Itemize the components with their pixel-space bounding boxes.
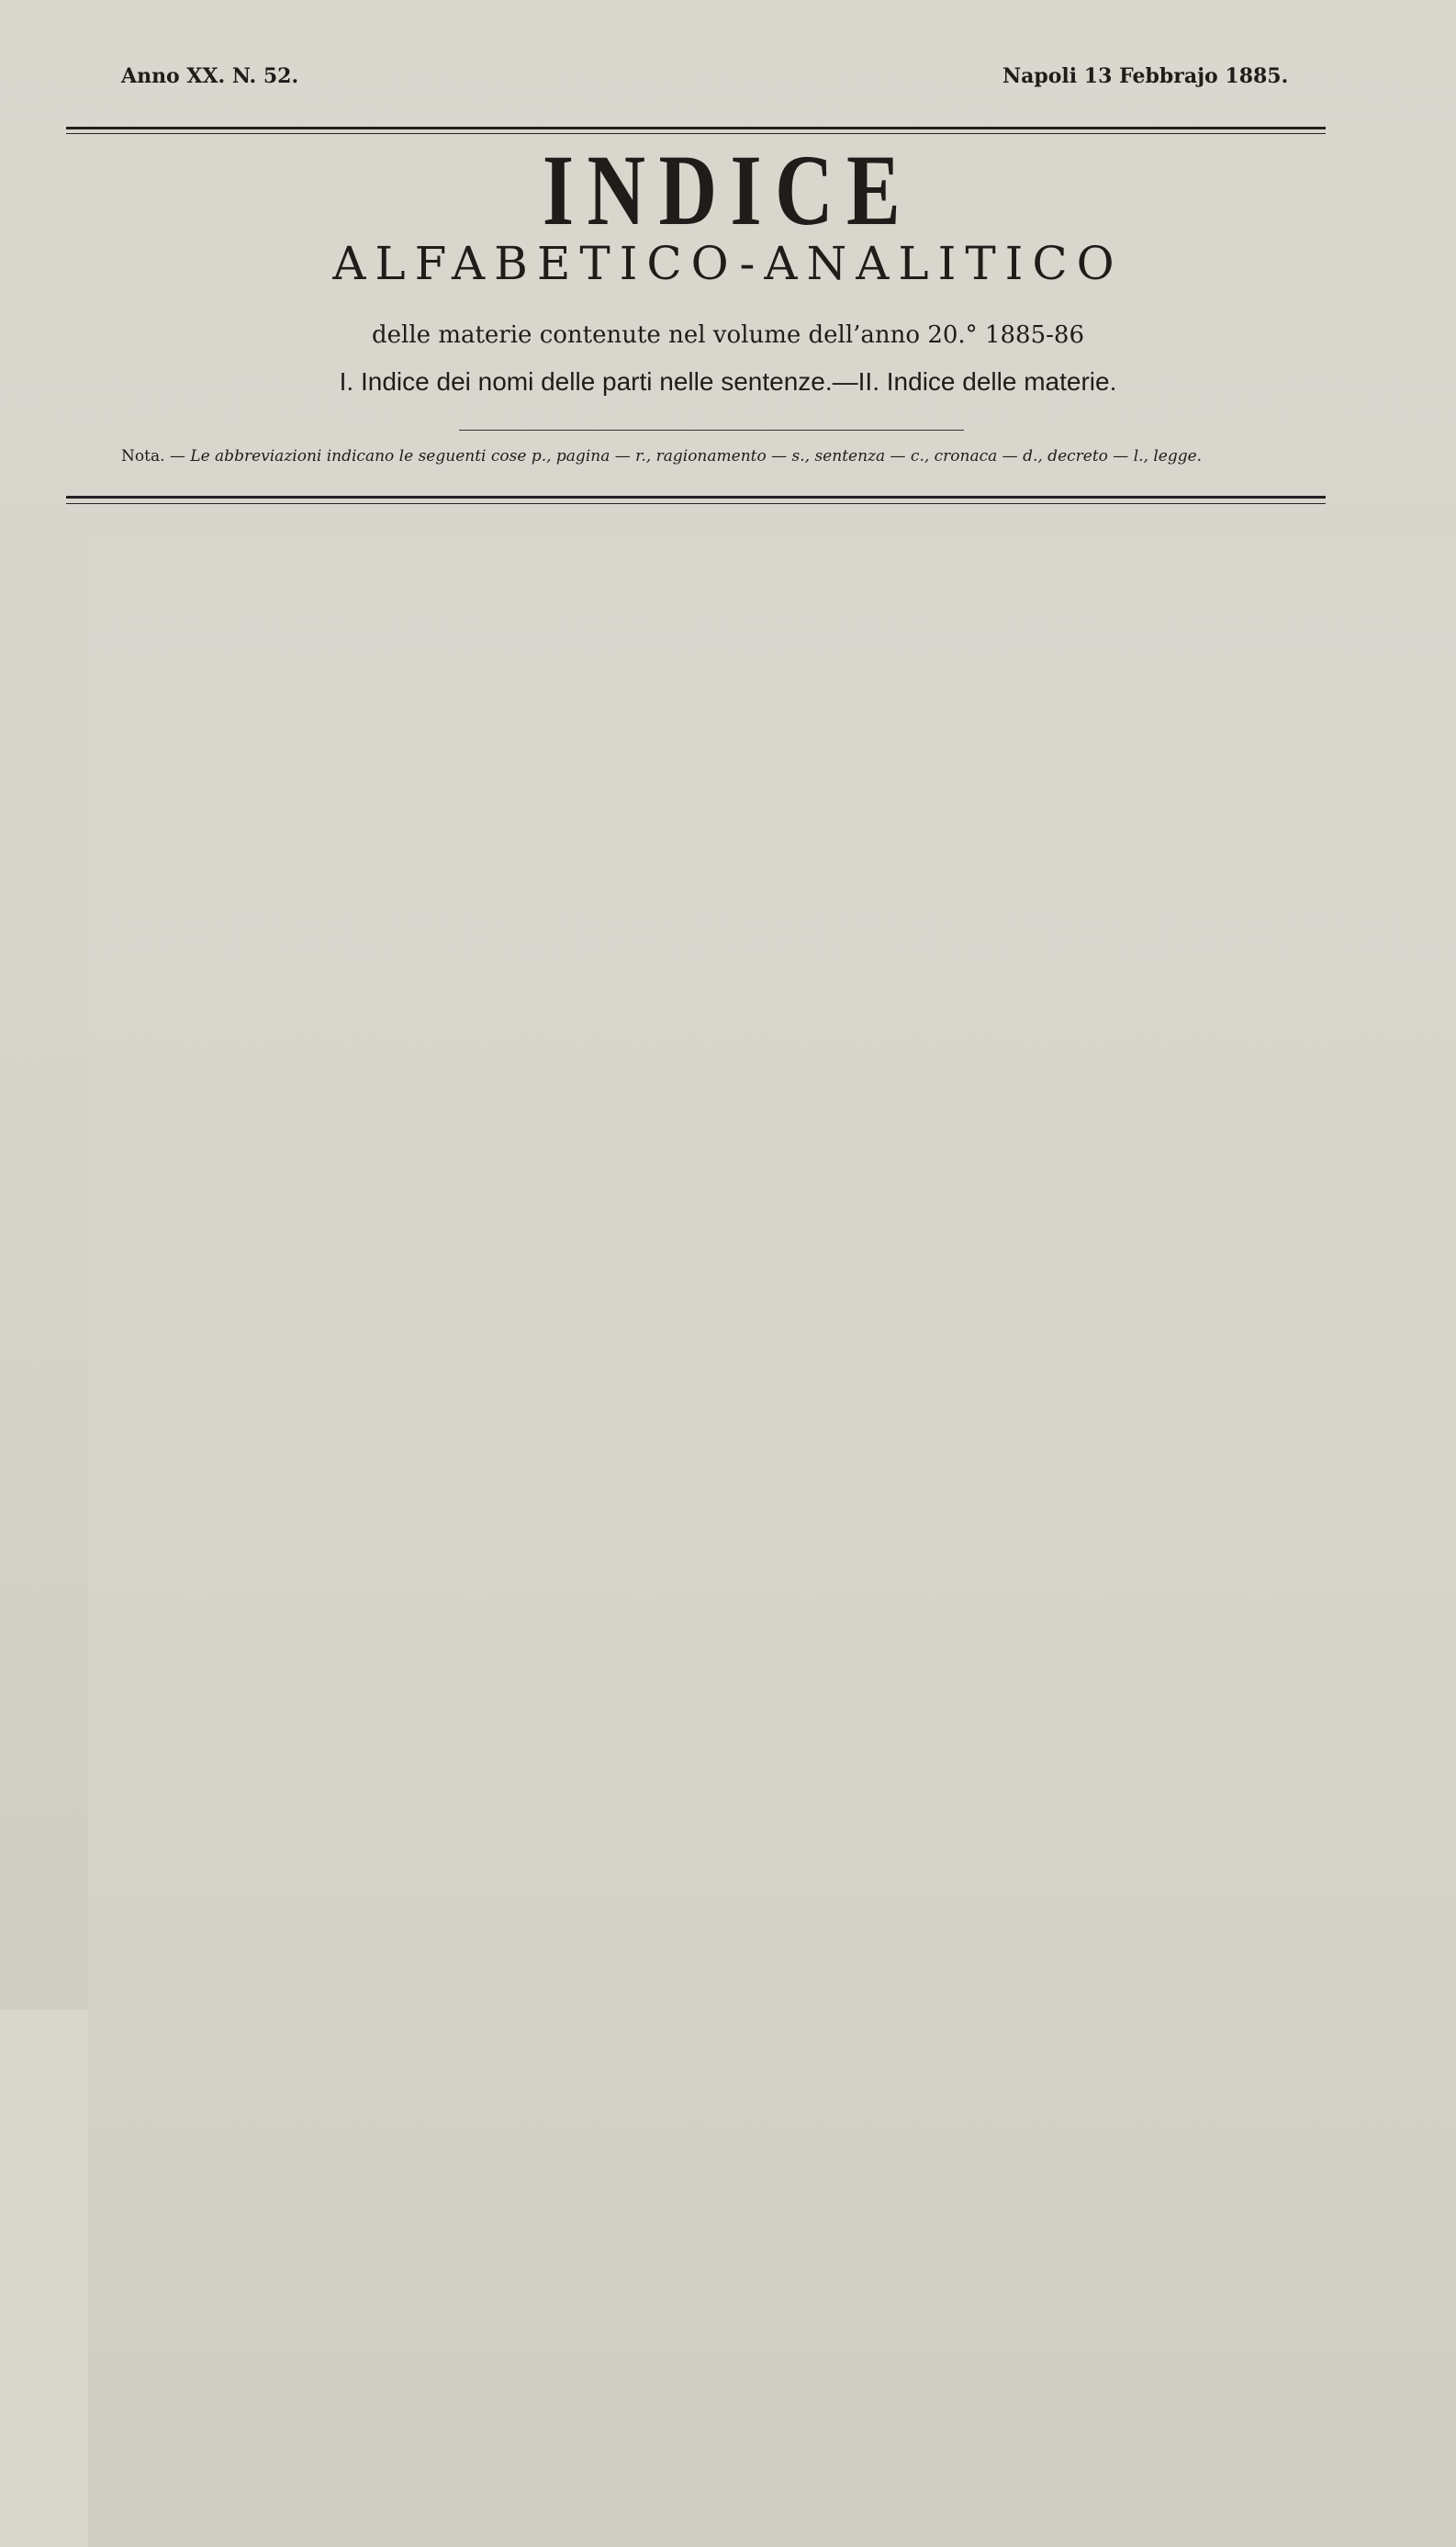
index-column-1: [88, 537, 501, 1814]
page-title: INDICE: [542, 134, 914, 246]
top-rule-thick: [66, 127, 1326, 129]
parts-description: I. Indice dei nomi delle parti nelle sentenze.—II. Indice delle materie.: [339, 367, 1117, 396]
note-text: Le abbreviazioni indicano le seguenti cose p., pagina — r., ragionamento — s., sentenza — c., cronaca — d., decreto — l., legge.: [190, 447, 1203, 466]
volume-description: delle materie contenute nel volume dell’anno 20.° 1885-86: [372, 321, 1084, 349]
entry-page: [936, 1804, 1359, 1828]
index-column-3: [936, 537, 1359, 1828]
index-entry: [512, 1804, 925, 1828]
abbreviation-note: [121, 447, 1202, 466]
entry-page: [88, 1790, 501, 1814]
columns-rule-thick: [66, 496, 1326, 499]
column-1-list: [88, 603, 501, 1814]
page-subtitle: ALFABETICO-ANALITICO: [332, 237, 1124, 290]
column-3-list: [936, 537, 1359, 1828]
issue-date: Napoli 13 Febbrajo 1885.: [1002, 64, 1289, 88]
index-column-2: [512, 537, 925, 1828]
column-2-list: [512, 537, 925, 1828]
entry-page: [512, 1804, 925, 1828]
note-label: Nota. —: [121, 447, 185, 466]
issue-number: Anno XX. N. 52.: [121, 64, 299, 88]
short-divider: [459, 430, 964, 431]
index-entry: [936, 1804, 1359, 1828]
index-entry: [88, 1790, 501, 1814]
columns-rule-thin: [66, 503, 1326, 504]
